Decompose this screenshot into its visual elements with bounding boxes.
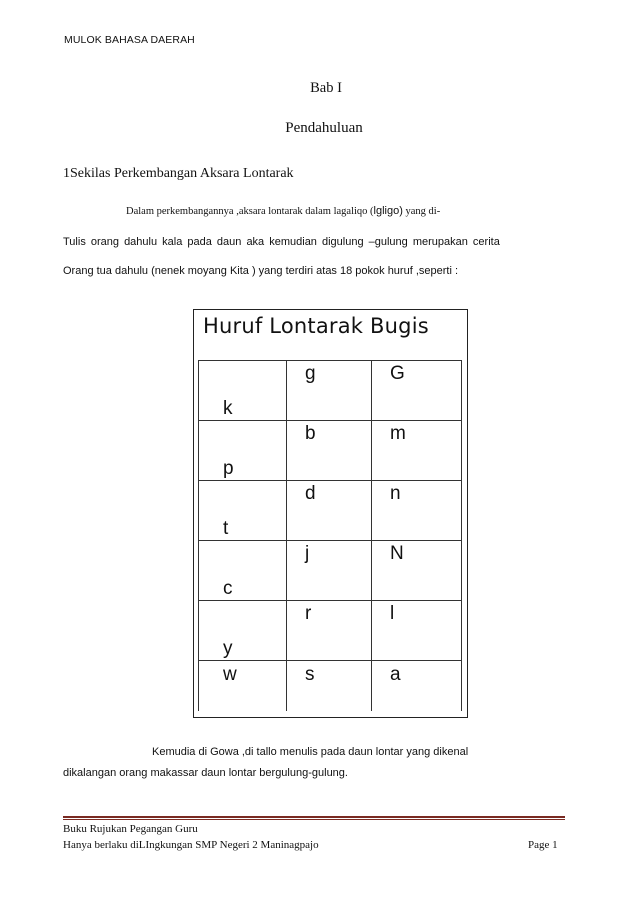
table-cell [199, 661, 287, 711]
cell-letter: b [305, 423, 316, 444]
table-row [199, 481, 462, 541]
paragraph-line: Kemudia di Gowa ,di tallo menulis pada daun lontar yang dikenal [152, 746, 469, 758]
table-cell [287, 661, 372, 711]
table-cell [372, 661, 462, 711]
paragraph-line: dikalangan orang makassar daun lontar bergulung-gulung. [63, 767, 348, 779]
cell-letter: N [390, 543, 404, 564]
chapter-title: Pendahuluan [285, 120, 363, 136]
table-row [199, 661, 462, 711]
cell-letter: s [305, 664, 315, 685]
table-row [199, 421, 462, 481]
cell-letter: m [390, 423, 406, 444]
cell-letter: n [390, 483, 401, 504]
table-cell [199, 421, 287, 481]
table-cell [199, 361, 287, 421]
table-cell [199, 481, 287, 541]
footer-book-title: Buku Rujukan Pegangan Guru [63, 823, 198, 835]
cell-letter: a [390, 664, 401, 685]
lagaliqo-code: lgligo) [373, 205, 403, 217]
footer-rule-thin [63, 819, 565, 820]
cell-letter: g [305, 363, 316, 384]
table-cell [372, 601, 462, 661]
cell-letter: r [305, 603, 312, 624]
table-cell [372, 541, 462, 601]
cell-letter: G [390, 363, 405, 384]
table-cell [199, 601, 287, 661]
cell-letter: y [223, 638, 233, 659]
table-cell [287, 601, 372, 661]
table-row [199, 361, 462, 421]
cell-letter: t [223, 518, 229, 539]
lontarak-table [198, 360, 462, 711]
table-cell [287, 421, 372, 481]
cell-letter: d [305, 483, 316, 504]
lontarak-table-title: Huruf Lontarak Bugis [203, 314, 429, 338]
page-header: MULOK BAHASA DAERAH [64, 34, 195, 46]
paragraph-text: Dalam perkembangannya ,aksara lontarak dalam lagaliqo ( [126, 206, 374, 217]
cell-letter: c [223, 578, 233, 599]
table-cell [287, 361, 372, 421]
paragraph-line: Tulis orang dahulu kala pada daun aka kemudian digulung –gulung merupakan cerita [63, 236, 500, 248]
table-cell [372, 361, 462, 421]
table-cell [287, 481, 372, 541]
table-cell [372, 481, 462, 541]
table-row [199, 541, 462, 601]
table-cell [287, 541, 372, 601]
paragraph-line [126, 205, 440, 217]
chapter-number: Bab I [310, 80, 342, 96]
page-number: Page 1 [528, 839, 558, 851]
cell-letter: j [305, 543, 310, 564]
table-row [199, 601, 462, 661]
cell-letter: p [223, 458, 234, 479]
cell-letter: l [390, 603, 395, 624]
paragraph-line: Orang tua dahulu (nenek moyang Kita ) yang terdiri atas 18 pokok huruf ,seperti : [63, 265, 459, 277]
footer-note: Hanya berlaku diLIngkungan SMP Negeri 2 Maninagpajo [63, 839, 319, 851]
paragraph-text: yang di- [402, 206, 441, 217]
table-cell [199, 541, 287, 601]
section-heading: 1Sekilas Perkembangan Aksara Lontarak [63, 166, 294, 181]
footer-rule [63, 816, 565, 818]
table-cell [372, 421, 462, 481]
cell-letter: w [223, 664, 237, 685]
cell-letter: k [223, 398, 233, 419]
